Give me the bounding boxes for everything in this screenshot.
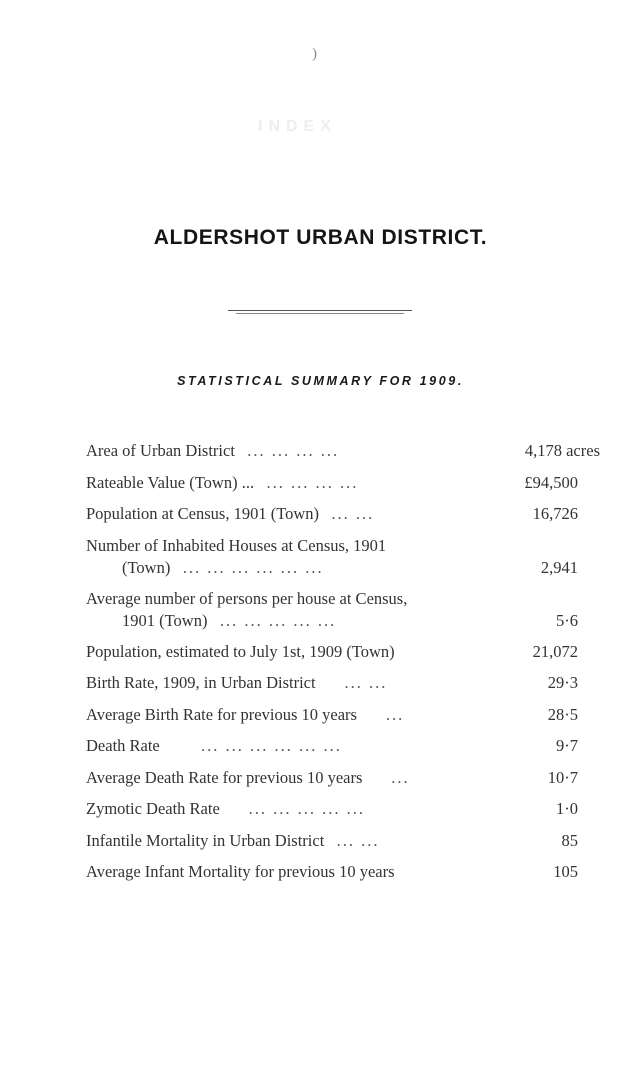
leader-dots: ... ... ... ... (266, 472, 359, 492)
leader-dots: ... ... ... ... (247, 441, 340, 460)
stat-label-text-2: 1901 (Town) (122, 610, 208, 630)
leader-dots: ... ... (344, 673, 388, 692)
stat-value: 4,178 acres (524, 441, 600, 460)
stat-value: 29·3 (547, 673, 578, 692)
stat-value: 85 (561, 830, 578, 850)
leader-dots: ... ... ... ... ... (248, 799, 366, 818)
stat-row (86, 861, 600, 893)
stat-row (86, 704, 600, 736)
leader-dots: ... ... ... ... ... ... (182, 557, 324, 577)
stat-value: 16,726 (532, 504, 578, 523)
double-rule-divider (228, 310, 412, 316)
document-title: ALDERSHOT URBAN DISTRICT. (153, 226, 488, 249)
stat-value: 1·0 (556, 799, 578, 818)
stat-label (86, 472, 486, 494)
leader-dots: ... ... ... ... ... (219, 610, 337, 630)
stat-label (86, 704, 486, 726)
stat-label-text: Infantile Mortality in Urban District (86, 830, 325, 850)
stat-label-text: Number of Inhabited Houses at Census, 1901 (86, 535, 387, 555)
stat-value: 9·7 (556, 736, 578, 755)
stat-value: £94,500 (524, 472, 578, 492)
leader-dots: ... (385, 704, 405, 724)
stat-label-text: Population at Census, 1901 (Town) (86, 504, 320, 523)
statistics-list (86, 440, 600, 893)
stat-value: 2,941 (540, 557, 578, 577)
leader-dots: ... ... (336, 830, 380, 850)
rule-line-top (228, 310, 412, 311)
leader-dots: ... (391, 767, 410, 787)
stat-row (86, 440, 600, 472)
stat-label-text: Death Rate (86, 736, 160, 755)
stat-label-text: Area of Urban District (86, 441, 235, 460)
stat-row (86, 503, 600, 535)
stat-label (86, 672, 486, 694)
stat-row (86, 641, 600, 673)
leader-dots: ... ... ... ... ... ... (201, 736, 342, 755)
page-mark: ) (312, 46, 317, 62)
stat-label-text: Average Birth Rate for previous 10 years (86, 704, 357, 724)
leader-dots: ... ... (331, 504, 375, 523)
stat-label (86, 798, 486, 820)
stat-label-continuation (86, 557, 486, 579)
stat-label-text: Rateable Value (Town) ... (86, 472, 255, 492)
stat-value: 5·6 (556, 610, 578, 630)
stat-value: 105 (553, 862, 578, 881)
stat-row (86, 588, 600, 641)
stat-label (86, 735, 486, 757)
stat-label (86, 535, 486, 579)
stat-label (86, 830, 486, 852)
stat-row (86, 798, 600, 830)
document-subtitle: STATISTICAL SUMMARY FOR 1909. (177, 374, 464, 388)
stat-label (86, 503, 486, 525)
stat-row (86, 735, 600, 767)
stat-value: 21,072 (532, 641, 578, 661)
stat-label (86, 861, 486, 883)
stat-row (86, 535, 600, 588)
rule-line-bottom (236, 313, 404, 314)
stat-row (86, 767, 600, 799)
stat-value: 28·5 (547, 704, 578, 724)
stat-label-text: Average Death Rate for previous 10 years (86, 767, 363, 787)
stat-label-text: Average Infant Mortality for previous 10 years (86, 862, 395, 881)
stat-label (86, 767, 486, 789)
stat-label-text-2: (Town) (122, 557, 171, 577)
faint-stamp: INDEX (258, 118, 337, 135)
stat-value: 10·7 (547, 767, 578, 787)
stat-label (86, 440, 486, 462)
stat-row (86, 472, 600, 504)
stat-label-text: Zymotic Death Rate (86, 799, 220, 818)
stat-label-text: Birth Rate, 1909, in Urban District (86, 673, 316, 692)
stat-label-text: Average number of persons per house at Census, (86, 588, 408, 608)
stat-row (86, 830, 600, 862)
stat-label (86, 588, 486, 632)
stat-label (86, 641, 486, 663)
stat-label-continuation (86, 610, 486, 632)
stat-row (86, 672, 600, 704)
stat-label-text: Population, estimated to July 1st, 1909 (Town) (86, 641, 395, 661)
